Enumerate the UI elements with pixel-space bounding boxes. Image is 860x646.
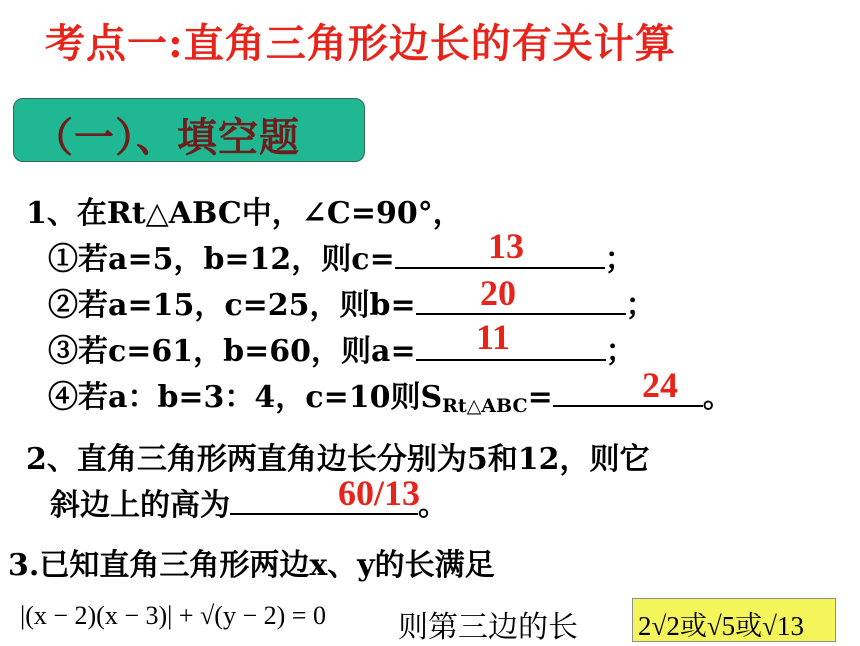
q3-line-1: 3.已知直角三角形两边x、y的长满足 <box>8 548 495 583</box>
q1-item-4-answer: 24 <box>642 365 678 405</box>
q1-stem: 1、在Rt△ABC中，∠C=90°， <box>26 196 463 231</box>
q1-item-4-suffix: 。 <box>702 380 733 415</box>
q1-item-4-subscript: Rt△ABC <box>442 395 528 417</box>
q1-item-4-prefix: ④若a：b=3：4，c=10则S <box>48 380 443 415</box>
q3-answer: 2√2或√5或√13 <box>638 611 804 641</box>
q2-answer: 60/13 <box>338 473 421 513</box>
q1-item-1-prefix: ①若a=5，b=12，则c= <box>48 242 395 277</box>
q1-item-1 <box>48 234 635 278</box>
q1-item-3-prefix: ③若c=61，b=60，则a= <box>48 334 416 369</box>
q2-suffix: 。 <box>418 488 448 523</box>
q1-item-3-suffix: ； <box>605 334 636 369</box>
q1-item-4 <box>48 372 733 417</box>
q1-item-4-blank <box>553 379 703 407</box>
q1-item-2-answer: 20 <box>480 273 516 313</box>
q3-equation: |(x − 2)(x − 3)| + √(y − 2) = 0 <box>20 601 326 630</box>
q1-item-4-eq: = <box>527 380 553 415</box>
section-tag-label: （一）、填空题 <box>33 114 300 161</box>
q1-item-3 <box>48 326 636 370</box>
q1-item-3-blank <box>416 333 606 361</box>
q1-item-3-answer: 11 <box>476 317 511 357</box>
q1-item-1-suffix: ； <box>604 242 635 277</box>
q2-line-2-prefix: 斜边上的高为 <box>50 488 230 523</box>
q1-item-2 <box>48 280 656 324</box>
q1-item-2-prefix: ②若a=15，c=25，则b= <box>48 288 416 323</box>
q1-item-2-suffix: ； <box>625 288 656 323</box>
q3-tail: 则第三边的长 <box>398 610 578 645</box>
page-title: 考点一:直角三角形边长的有关计算 <box>45 20 676 67</box>
q1-item-1-answer: 13 <box>488 226 524 266</box>
q2-line-1: 2、直角三角形两直角边长分别为5和12，则它 <box>26 442 650 477</box>
q1-item-2-blank <box>416 287 626 315</box>
